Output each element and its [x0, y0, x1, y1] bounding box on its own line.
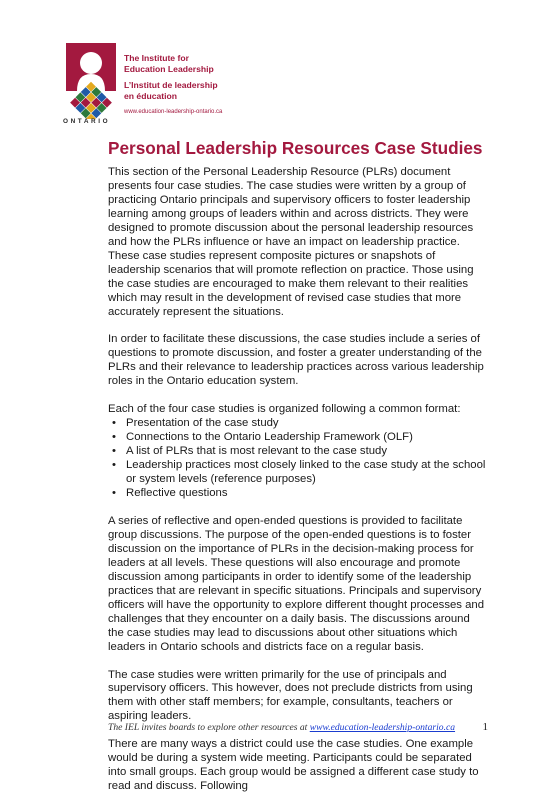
page-number: 1 — [482, 721, 488, 733]
list-item: • Reflective questions — [126, 487, 488, 501]
footer — [108, 722, 488, 733]
footer-link[interactable]: www.education-leadership-ontario.ca — [309, 722, 456, 733]
ontario-logo-mark — [63, 41, 119, 127]
org-name-fr-line1: L’Institut de leadership — [124, 80, 218, 90]
paragraph: A series of reflective and open-ended questions is provided to facilitate group discussions. The purpose of the open-ended questions is to foster discussion on the importance of PLRs in the decision-making process for leaders at all levels. These questions will also encourage and promote discussion among participants in order to identify some of the leadership practices that are relevant in specific situations. Principals and supervisory officers will have the opportunity to explore different thought processes and challenges that they encounter on a daily basis. The discussions around the case studies may lead to discussions about other situations which leaders in Ontario schools and districts face on a regular basis. — [108, 514, 485, 653]
paragraph: This section of the Personal Leadership Resource (PLRs) document presents four case studies. The case studies were written by a group of practicing Ontario principals and supervisory officers to foster leadership learning among groups of leaders within and across districts. They were designed to promote discussion about the personal leadership resources and how the PLRs influence or have an impact on leadership practice. These case studies represent composite pictures or snapshots of leadership scenarios that will promote reflection on practice. Those using the case studies are encouraged to make them relevant to their realities which may result in the development of revised case studies that more accurately represent the situations. — [108, 166, 474, 318]
org-name-en-line2: Education Leadership — [124, 63, 214, 74]
list-item: • Connections to the Ontario Leadership Framework (OLF) — [126, 431, 488, 445]
page-title: Personal Leadership Resources Case Studies — [108, 138, 483, 158]
org-name-fr-line2: en éducation — [124, 90, 178, 101]
footer-text: The IEL invites boards to explore other resources at — [108, 722, 308, 733]
list-item: • Presentation of the case study — [126, 417, 488, 431]
org-name-en-line1: The Institute for — [124, 53, 189, 63]
logo-mosaic-icon — [63, 41, 119, 119]
list-item: • Leadership practices most closely linked to the case study at the school or system levels (reference purposes) — [126, 459, 488, 487]
format-list — [108, 417, 488, 501]
iel-logo — [63, 41, 275, 127]
paragraph: The case studies were written primarily for the use of principals and supervisory officers. This however, does not preclude districts from using them with other staff members; for example, consultants, teachers or aspiring leaders. — [108, 668, 473, 723]
org-name — [124, 53, 274, 118]
logo-url: www.education-leadership-ontario.ca — [124, 109, 223, 115]
ontario-wordmark: ONTARIO — [63, 118, 111, 125]
paragraph: Each of the four case studies is organized following a common format: — [108, 403, 461, 416]
paragraph: In order to facilitate these discussions, the case studies include a series of questions to promote discussion, and foster a greater understanding of the PLRs and their relevance to leadership practices across various leadership roles in the Ontario education system. — [108, 333, 484, 388]
list-item: • A list of PLRs that is most relevant to the case study — [126, 445, 488, 459]
paragraph: There are many ways a district could use the case studies. One example would be during a system wide meeting. Participants could be separated into small groups. Each group would be assigned a different case study to read and discuss. Following — [108, 738, 479, 793]
document-body — [108, 166, 488, 808]
